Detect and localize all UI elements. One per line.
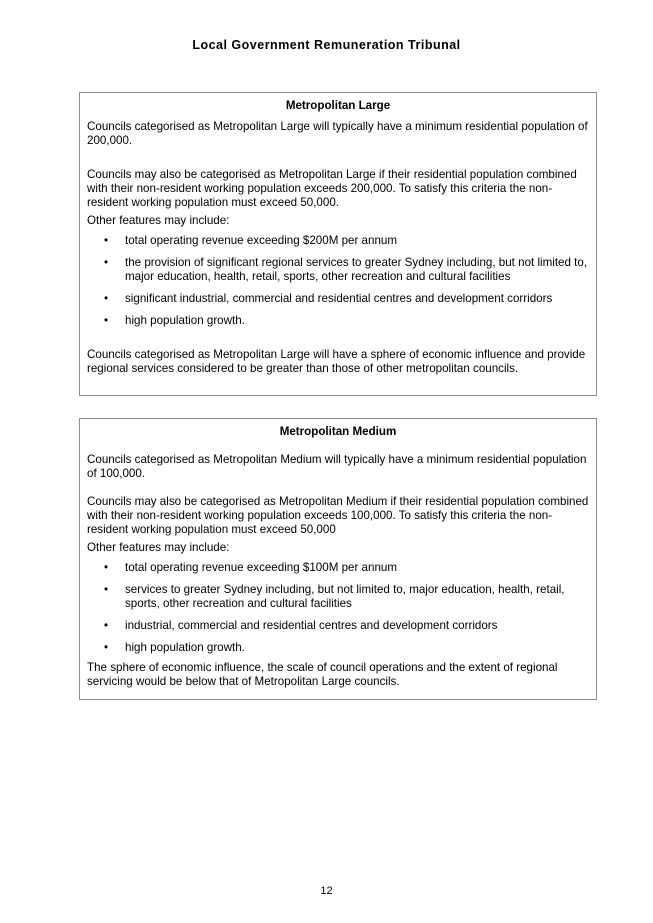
bullet-icon: •	[104, 256, 109, 269]
list-item-text: high population growth.	[125, 314, 245, 327]
list-item	[87, 641, 589, 655]
section-box-metropolitan-medium	[79, 418, 597, 700]
bullet-icon: •	[104, 234, 109, 247]
page-header-title: Local Government Remuneration Tribunal	[192, 38, 461, 52]
bullet-icon: •	[104, 583, 109, 596]
section-paragraph: Councils categorised as Metropolitan Medium will typically have a minimum residential population of 100,000.	[87, 453, 587, 480]
features-list	[87, 234, 589, 328]
list-item-text: total operating revenue exceeding $100M per annum	[125, 561, 397, 574]
list-item	[87, 583, 589, 611]
bullet-icon: •	[104, 619, 109, 632]
list-item	[87, 619, 589, 633]
section-title: Metropolitan Large	[285, 99, 391, 112]
features-list	[87, 561, 589, 655]
list-item-text: significant industrial, commercial and residential centres and development corridors	[125, 292, 553, 305]
bullet-icon: •	[104, 641, 109, 654]
list-item-text: services to greater Sydney including, but not limited to, major education, health, retail, sports, other recreation and cultural facilities	[125, 583, 565, 610]
section-paragraph: Councils may also be categorised as Metropolitan Large if their residential population combined with their non-resident working population exceeds 200,000. To satisfy this criteria the non-resident working population must exceed 50,000.	[87, 168, 577, 209]
list-item-text: high population growth.	[125, 641, 245, 654]
list-item-text: the provision of significant regional services to greater Sydney including, but not limited to, major education, health, retail, sports, other recreation and cultural facilities	[125, 256, 588, 283]
list-item	[87, 561, 589, 575]
section-closing: Councils categorised as Metropolitan Large will have a sphere of economic influence and provide regional services considered to be greater than those of other metropolitan councils.	[87, 348, 586, 375]
features-intro: Other features may include:	[87, 541, 230, 554]
list-item	[87, 292, 589, 306]
page-number: 12	[320, 885, 333, 897]
bullet-icon: •	[104, 561, 109, 574]
section-box-metropolitan-large	[79, 92, 597, 396]
list-item	[87, 256, 589, 284]
bullet-icon: •	[104, 314, 109, 327]
bullet-icon: •	[104, 292, 109, 305]
list-item-text: total operating revenue exceeding $200M per annum	[125, 234, 397, 247]
section-paragraph: Councils categorised as Metropolitan Large will typically have a minimum residential population of 200,000.	[87, 120, 588, 147]
list-item	[87, 234, 589, 248]
features-intro: Other features may include:	[87, 214, 230, 227]
section-title: Metropolitan Medium	[279, 425, 397, 438]
section-closing: The sphere of economic influence, the scale of council operations and the extent of regional servicing would be below that of Metropolitan Large councils.	[87, 661, 558, 688]
section-paragraph: Councils may also be categorised as Metropolitan Medium if their residential population combined with their non-resident working population exceeds 100,000. To satisfy this criteria the non-resident working population must exceed 50,000	[87, 495, 589, 536]
list-item-text: industrial, commercial and residential centres and development corridors	[125, 619, 498, 632]
list-item	[87, 314, 589, 328]
